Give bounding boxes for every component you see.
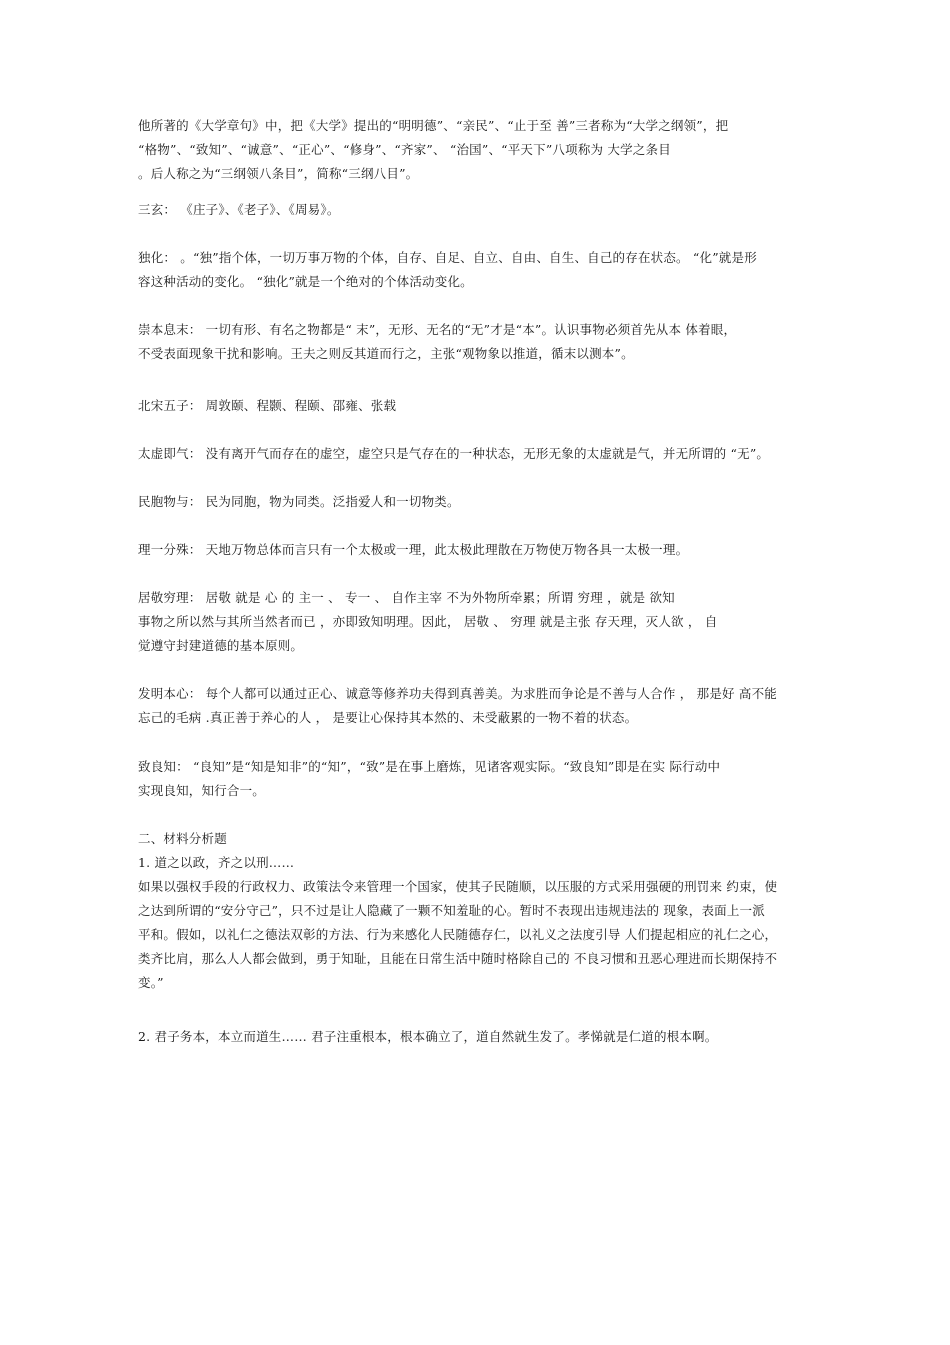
text-line: 如果以强权手段的行政权力、政策法令来管理一个国家，使其子民随顺，以压服的方式采用强硬的刑罚来 约束，使 (138, 879, 778, 894)
paragraph-jujing (138, 586, 802, 658)
text-line: 。后人称之为“三纲领八条目”，简称“三纲八目”。 (138, 166, 419, 181)
text-line: 发明本心： 每个人都可以通过正心、诚意等修养功夫得到真善美。为求胜而争论是不善与人合作 ， 那是好 高不能 (138, 686, 777, 701)
text-line: 三玄： 《庄子》、《老子》、《周易》。 (138, 202, 340, 217)
text-line: 平和。假如，以礼仁之德法双彰的方法、行为来感化人民随德存仁，以礼义之法度引导 人们提起相应的礼仁之心， (138, 927, 778, 942)
text-line: 之达到所谓的“安分守己”，只不过是让人隐藏了一颗不知羞耻的心。暂时不表现出违规违法的 现象，表面上一派 (138, 903, 765, 918)
paragraph-zhiliangzhi (138, 755, 802, 803)
text-line: 实现良知，知行合一。 (138, 783, 266, 798)
text-line: 他所著的《大学章句》中，把《大学》提出的“明明德”、“亲民”、“止于至 善”三者称为“大学之纲领”，把 (138, 118, 729, 133)
text-line: 变。” (138, 975, 164, 990)
paragraph-intro (138, 114, 802, 186)
section-two (138, 827, 802, 995)
question-1-title: 1. 道之以政，齐之以刑…… (138, 855, 295, 870)
text-line: 忘己的毛病 .真正善于养心的人 ， 是要让心保持其本然的、未受蔽累的一物不着的状态。 (138, 710, 638, 725)
paragraph-faming (138, 682, 802, 730)
text-line: 居敬穷理： 居敬 就是 心 的 主一 、 专一 、 自作主宰 不为外物所牵累；所谓 穷理 ，就是 欲知 (138, 590, 675, 605)
text-line: 不受表面现象干扰和影响。王夫之则反其道而行之，主张“观物象以推道，循末以测本”。 (138, 346, 634, 361)
text-line: 北宋五子： 周敦颐、程颢、程颐、邵雍、张载 (138, 398, 397, 413)
text-line: 民胞物与： 民为同胞，物为同类。泛指爱人和一切物类。 (138, 494, 460, 509)
paragraph-sanxuan (138, 198, 802, 222)
text-line: 理一分殊： 天地万物总体而言只有一个太极或一理，此太极此理散在万物使万物各具一太极一理。 (138, 542, 689, 557)
paragraph-liyi (138, 538, 802, 562)
text-line: 太虚即气： 没有离开气而存在的虚空，虚空只是气存在的一种状态，无形无象的太虚就是气，并无所谓的 “无”。 (138, 446, 770, 461)
paragraph-chongben (138, 318, 802, 366)
paragraph-beisong (138, 394, 802, 418)
text-line: 容这种活动的变化。 “独化”就是一个绝对的个体活动变化。 (138, 274, 473, 289)
text-line: 事物之所以然与其所当然者而已 ，亦即致知明理。因此， 居敬 、 穷理 就是主张 存天理，灭人欲 ， 自 (138, 614, 718, 629)
section-heading: 二、材料分析题 (138, 831, 227, 846)
paragraph-duhua (138, 246, 802, 294)
text-line: 致良知： “良知”是“知是知非”的“知”，“致”是在事上磨炼，见诸客观实际。“致良知”即是在实 际行动中 (138, 759, 721, 774)
question-2 (138, 1025, 802, 1049)
paragraph-minbao (138, 490, 802, 514)
text-line: 2. 君子务本，本立而道生…… 君子注重根本，根本确立了，道自然就生发了。孝悌就是仁道的根本啊。 (138, 1029, 718, 1044)
text-line: “格物”、“致知”、“诚意”、“正心”、“修身”、“齐家”、 “治国”、“平天下”八项称为 大学之条目 (138, 142, 671, 157)
paragraph-taixu (138, 442, 802, 466)
text-line: 觉遵守封建道德的基本原则。 (138, 638, 304, 653)
text-line: 崇本息末： 一切有形、有名之物都是“ 末”，无形、无名的“无”才是“本”。认识事物必须首先从本 体着眼， (138, 322, 737, 337)
text-line: 类齐比肩，那么人人都会做到，勇于知耻，且能在日常生活中随时格除自己的 不良习惯和丑恶心理进而长期保持不 (138, 951, 778, 966)
text-line: 独化： 。“独”指个体，一切万事万物的个体，自存、自足、自立、自由、自生、自己的存在状态。 “化”就是形 (138, 250, 757, 265)
